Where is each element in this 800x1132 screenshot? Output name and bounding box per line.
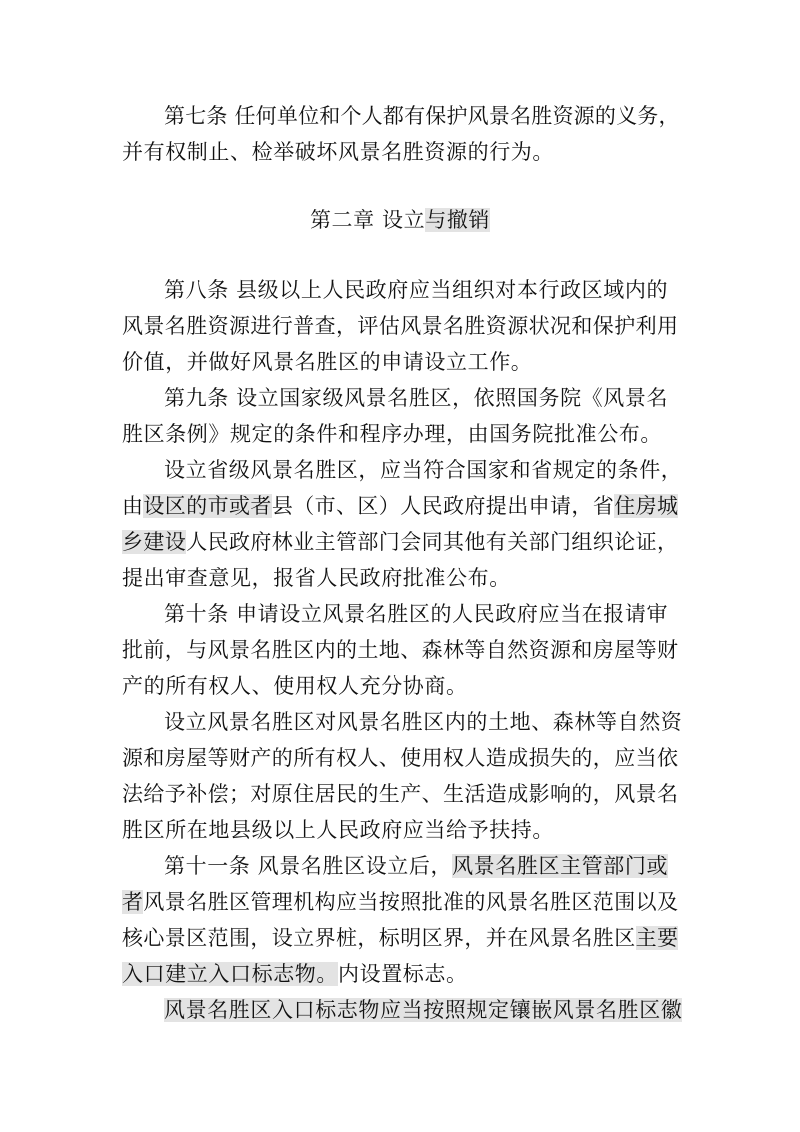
text-run: 由: [122, 494, 144, 518]
text-run: 风景名胜区管理机构应当按照批准的风景名胜区范围以及: [143, 890, 679, 914]
highlighted-text: 住房城: [614, 494, 679, 518]
text-line: [122, 632, 682, 668]
text-line: [122, 884, 682, 920]
highlighted-text: 与撤销: [425, 208, 491, 232]
text-run: 第十一条 风景名胜区设立后，: [164, 854, 453, 878]
text-line: [164, 272, 682, 308]
text-run: 设立省级风景名胜区，应当符合国家和省规定的条件，: [164, 458, 683, 482]
highlighted-text: 主要: [635, 926, 679, 950]
text-line: [164, 596, 682, 632]
text-run: 县（市、区）人民政府提出申请，省: [271, 494, 615, 518]
text-line: [122, 524, 682, 560]
chapter-heading: [0, 202, 800, 238]
highlighted-text: 风景名胜区入口标志物应当按照规定镶嵌风景名胜区徽: [164, 998, 683, 1022]
highlighted-text: 风景名胜区主管部门或: [452, 854, 669, 878]
text-line: [122, 308, 682, 344]
text-line: [122, 416, 682, 452]
text-run: 并有权制止、检举破坏风景名胜资源的行为。: [122, 140, 554, 164]
text-run: 第十条 申请设立风景名胜区的人民政府应当在报请审: [164, 602, 669, 626]
text-run: 第二章 设立: [309, 208, 426, 232]
text-line: [122, 920, 682, 956]
text-run: 源和房屋等财产的所有权人、使用权人造成损失的，应当依: [122, 746, 679, 770]
highlighted-text: 设区的市或者: [143, 494, 272, 518]
highlighted-text: 者: [122, 890, 144, 914]
text-line: [122, 776, 682, 812]
text-run: 产的所有权人、使用权人充分协商。: [122, 674, 468, 698]
text-run: 提出审查意见，报省人民政府批准公布。: [122, 566, 511, 590]
text-line: [122, 740, 682, 776]
highlighted-text: 乡建设: [122, 530, 187, 554]
text-run: 胜区条例》规定的条件和程序办理，由国务院批准公布。: [122, 422, 662, 446]
text-line: [122, 668, 682, 704]
text-run: 设立风景名胜区对风景名胜区内的土地、森林等自然资: [164, 710, 683, 734]
text-line: [122, 488, 682, 524]
text-run: 核心景区范围，设立界桩，标明区界，并在风景名胜区: [122, 926, 636, 950]
highlighted-text: 入口建立入口标志物。: [122, 962, 338, 986]
text-run: 第八条 县级以上人民政府应当组织对本行政区域内的: [164, 278, 669, 302]
text-line: [122, 560, 682, 596]
text-line: [122, 812, 682, 848]
text-line: [122, 344, 682, 380]
text-line: [122, 956, 682, 992]
text-line: [164, 452, 682, 488]
text-run: 价值，并做好风景名胜区的申请设立工作。: [122, 350, 533, 374]
text-run: 法给予补偿；对原住居民的生产、生活造成影响的，风景名: [122, 782, 679, 806]
text-run: 胜区所在地县级以上人民政府应当给予扶持。: [122, 818, 554, 842]
text-run: 风景名胜资源进行普查，评估风景名胜资源状况和保护利用: [122, 314, 679, 338]
text-line: [122, 134, 682, 170]
text-line: [164, 704, 682, 740]
text-line: [164, 98, 682, 134]
text-run: 第九条 设立国家级风景名胜区，依照国务院《风景名: [164, 386, 669, 410]
text-line: [164, 848, 682, 884]
text-run: 第七条 任何单位和个人都有保护风景名胜资源的义务，: [164, 104, 680, 128]
text-run: 内设置标志。: [338, 962, 468, 986]
text-line: [164, 380, 682, 416]
text-run: 人民政府林业主管部门会同其他有关部门组织论证，: [186, 530, 679, 554]
text-line: [164, 992, 682, 1028]
text-run: 批前，与风景名胜区内的土地、森林等自然资源和房屋等财: [122, 638, 679, 662]
